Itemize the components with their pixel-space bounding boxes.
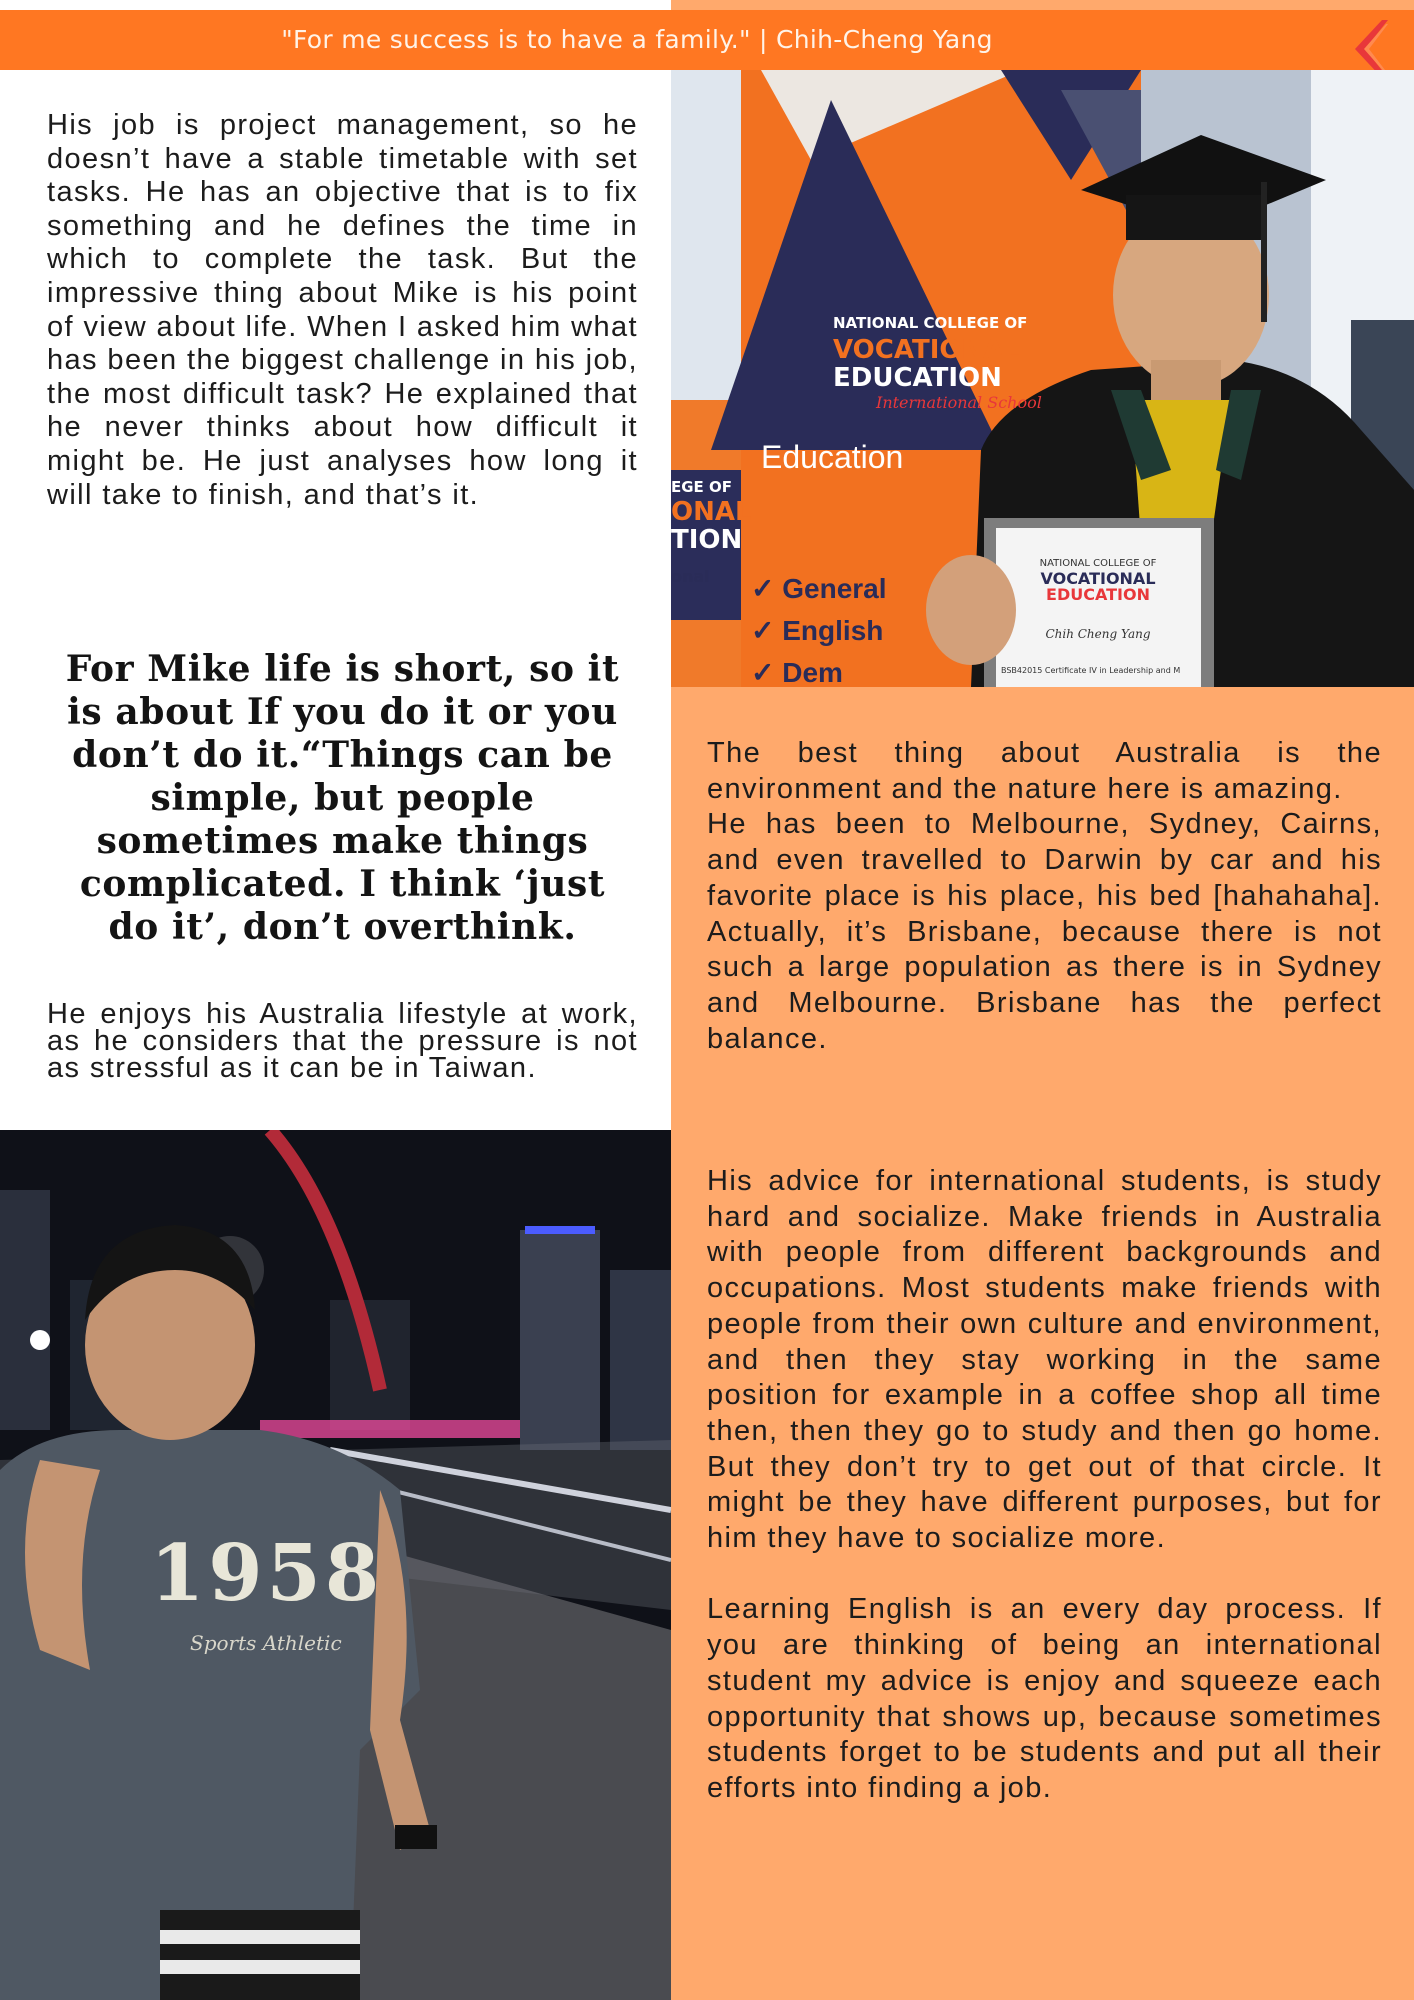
side-standee-fragment-1: EGE OF xyxy=(671,478,733,496)
right-paragraph-1: The best thing about Australia is the environment and the nature here is amazing. xyxy=(707,737,1382,805)
standee-list-item-1: ✓ General xyxy=(751,573,887,604)
standee-text-line4: International School xyxy=(876,393,1042,412)
side-standee-fragment-3: TION xyxy=(671,525,743,555)
standee-list-item-2: ✓ English xyxy=(751,615,884,646)
quote-banner xyxy=(0,10,1414,70)
shirt-script: Sports Athletic xyxy=(190,1631,342,1655)
banner-quote: "For me success is to have a family." | Chih-Cheng Yang xyxy=(281,25,993,54)
side-standee-fragment-2: ONAL xyxy=(671,497,752,527)
standee-education: Education xyxy=(761,439,904,475)
standee-text-line2: VOCATIONAL xyxy=(833,335,1020,365)
standee-list-item-3: ✓ Dem xyxy=(751,657,843,687)
certificate-name: Chih Cheng Yang xyxy=(1045,627,1151,641)
standee-list-item-1-label: General xyxy=(782,573,887,604)
shirt-number: 1958 xyxy=(150,1528,384,1619)
standee-text-line1: NATIONAL COLLEGE OF xyxy=(833,314,1028,332)
certificate-line1: NATIONAL COLLEGE OF xyxy=(1039,558,1157,569)
right-text-block-2 xyxy=(707,1164,1382,1807)
standee-list-item-3-label: Dem xyxy=(782,657,843,687)
graduation-photo xyxy=(671,70,1414,687)
right-paragraph-2: He has been to Melbourne, Sydney, Cairns, and even travelled to Darwin by car and his favorite place is his place, his bed [hahahaha]. Actually, it’s Brisbane, because there is not such a large population as there is in Sydney and Melbourne. Brisbane has the perfect balance. xyxy=(707,808,1382,1055)
right-paragraph-4: Learning English is an every day process. If you are thinking of being an international student my advice is enjoy and squeeze each opportunity that shows up, because sometimes students forget to be students and put all their efforts into finding a job. xyxy=(707,1593,1382,1804)
left-paragraph-2: He enjoys his Australia lifestyle at work, as he considers that the pressure is not as stressful as it can be in Taiwan. xyxy=(47,998,638,1084)
bridge-night-photo xyxy=(0,1130,671,2000)
right-paragraph-3: His advice for international students, is study hard and socialize. Make friends in Australia with people from different backgrounds and occupations. Most students make friends with people from their own culture and environment, and then they stay working in the same position for example in a coffee shop all time then, then they go to study and then go home. But they don’t try to get out of that circle. It might be they have different purposes, but for him they have to socialize more. xyxy=(707,1165,1382,1555)
certificate-course: BSB42015 Certificate IV in Leadership and M xyxy=(1001,666,1181,675)
standee-list-item-2-label: English xyxy=(782,615,884,646)
right-text-block-1 xyxy=(707,736,1382,1057)
side-standee-fragment-4: onal xyxy=(671,567,710,586)
left-paragraph-1: His job is project management, so he doesn’t have a stable timetable with set tasks. He has an objective that is to fix something and he defines the time in which to complete the task. But the impressive thing about Mike is his point of view about life. When I asked him what has been the biggest challenge in his job, the most difficult task? He explained that he never thinks about how difficult it might be. He just analyses how long it will take to finish, and that’s it. xyxy=(47,109,638,511)
certificate-line3: EDUCATION xyxy=(1046,585,1150,604)
pull-quote: For Mike life is short, so it is about If you do it or you don’t do it.“Things can be simple, but people sometimes make things complicated. I think ‘just do it’, don’t overthink. xyxy=(65,648,620,948)
standee-text-line3: EDUCATION xyxy=(833,363,1002,393)
certificate-line2: VOCATIONAL xyxy=(1040,569,1156,588)
